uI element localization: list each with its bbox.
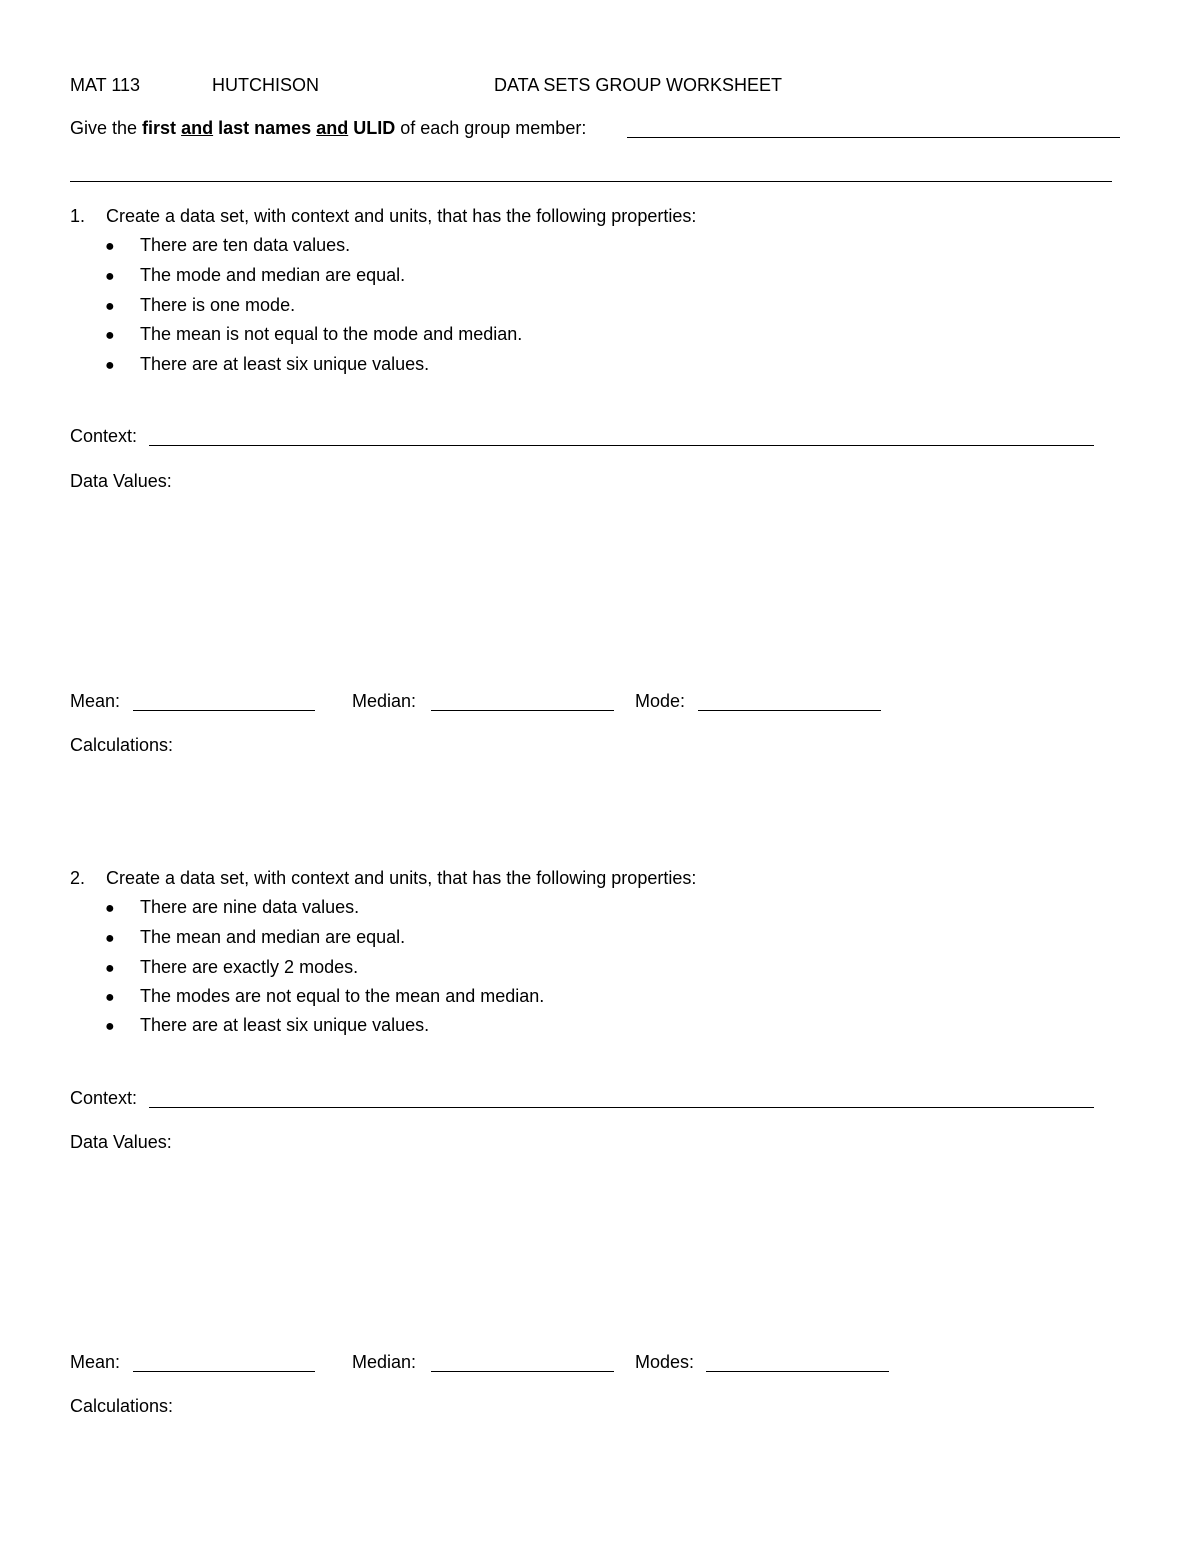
question-2-modes-line[interactable] — [706, 1371, 889, 1372]
question-2-bullet: ● The mean and median are equal. — [105, 927, 406, 947]
question-1-mean-line[interactable] — [133, 710, 315, 711]
question-2-data-values-label: Data Values: — [70, 1132, 172, 1152]
names-prompt — [70, 118, 586, 139]
question-2-mean-label: Mean: — [70, 1352, 121, 1372]
question-1-prompt: Create a data set, with context and units, that has the following properties: — [106, 206, 697, 226]
names-answer-line-2[interactable] — [70, 181, 1112, 182]
question-2-mean-line[interactable] — [133, 1371, 315, 1372]
question-1-context-label: Context: — [70, 426, 138, 446]
question-2-median-line[interactable] — [431, 1371, 614, 1372]
question-2-context-line[interactable] — [149, 1107, 1094, 1108]
question-1-mode-line[interactable] — [698, 710, 881, 711]
bullet-icon: ● — [105, 900, 115, 917]
bullet-icon: ● — [105, 238, 115, 255]
question-1-calculations-label: Calculations: — [70, 735, 174, 755]
bullet-icon: ● — [105, 298, 115, 315]
names-prompt-tail: of each group member: — [395, 118, 587, 138]
question-1-bullet: ● There is one mode. — [105, 295, 296, 315]
names-prompt-and-2: and — [316, 118, 349, 138]
question-1-bullet: ● There are ten data values. — [105, 235, 351, 255]
bullet-icon: ● — [105, 357, 115, 374]
question-2-median-label: Median: — [352, 1352, 417, 1372]
names-answer-line-1[interactable] — [627, 137, 1120, 138]
question-2-prompt: Create a data set, with context and units, that has the following properties: — [106, 868, 697, 888]
question-1-number: 1. — [70, 206, 86, 226]
question-1-bullet: ● The mean is not equal to the mode and median. — [105, 324, 523, 344]
question-2-modes-label: Modes: — [635, 1352, 695, 1372]
question-1-median-line[interactable] — [431, 710, 614, 711]
bullet-icon: ● — [105, 327, 115, 344]
bullet-icon: ● — [105, 960, 115, 977]
question-1-mode-label: Mode: — [635, 691, 686, 711]
question-2-bullet: ● The modes are not equal to the mean and median. — [105, 986, 545, 1006]
bullet-icon: ● — [105, 930, 115, 947]
bullet-icon: ● — [105, 989, 115, 1006]
names-prompt-last-names: last names — [218, 118, 312, 138]
names-prompt-ulid: ULID — [353, 118, 396, 138]
question-1-mean-label: Mean: — [70, 691, 121, 711]
question-1-context-line[interactable] — [149, 445, 1094, 446]
names-prompt-text: Give the — [70, 118, 143, 138]
question-2-bullet: ● There are nine data values. — [105, 897, 360, 917]
question-2-bullet: ● There are exactly 2 modes. — [105, 957, 359, 977]
bullet-icon: ● — [105, 1018, 115, 1035]
bullet-icon: ● — [105, 268, 115, 285]
worksheet-title: DATA SETS GROUP WORKSHEET — [494, 75, 783, 95]
question-2-calculations-label: Calculations: — [70, 1396, 174, 1416]
names-prompt-and-1: and — [181, 118, 214, 138]
question-2-context-label: Context: — [70, 1088, 138, 1108]
question-1-data-values-label: Data Values: — [70, 471, 172, 491]
question-1-median-label: Median: — [352, 691, 417, 711]
question-2-bullet: ● There are at least six unique values. — [105, 1015, 430, 1035]
course-code: MAT 113 — [70, 75, 141, 95]
question-1-bullet: ● The mode and median are equal. — [105, 265, 406, 285]
names-prompt-first: first — [142, 118, 177, 138]
question-2-number: 2. — [70, 868, 86, 888]
instructor-name: HUTCHISON — [212, 75, 319, 95]
question-1-bullet: ● There are at least six unique values. — [105, 354, 430, 374]
